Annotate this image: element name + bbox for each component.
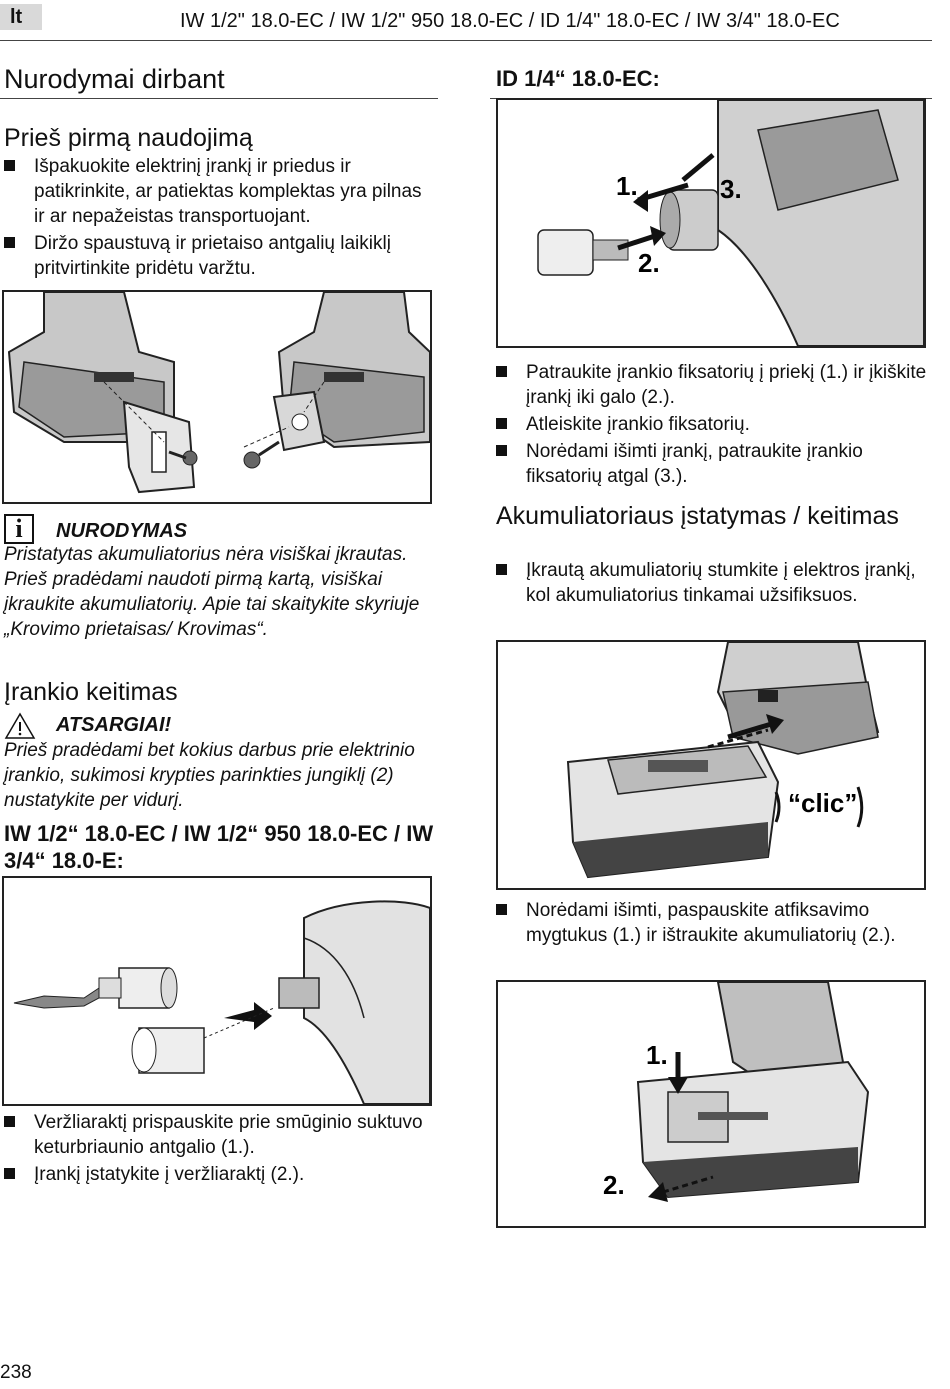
first-use-title: Prieš pirmą naudojimą: [4, 124, 253, 152]
list-item: Įrankį įstatykite į veržliaraktį (2.).: [4, 1162, 434, 1187]
bullet-square-icon: [496, 904, 507, 915]
bullet-square-icon: [496, 445, 507, 456]
language-tag: lt: [0, 4, 42, 30]
iw-list: [4, 1110, 434, 1189]
models-header: IW 1/2" 18.0-EC / IW 1/2" 950 18.0-EC / ID 1/4" 18.0-EC / IW 3/4" 18.0-EC: [180, 10, 840, 32]
list-item: Patraukite įrankio fiksatorių į priekį (1.) ir įkiškite įrankį iki galo (2.).: [496, 360, 932, 410]
remove-label-2: 2.: [603, 1170, 625, 1200]
list-item: Išpakuokite elektrinį įrankį ir priedus ir patikrinkite, ar patiektas komplektas yra pilnas ir ar nepažeistas transportuojant.: [4, 154, 434, 229]
id-heading: ID 1/4“ 18.0-EC:: [496, 66, 660, 91]
impact-wrench-figure: [2, 876, 432, 1106]
bullet-square-icon: [496, 564, 507, 575]
fig-label-1: 1.: [616, 171, 638, 201]
battery-list: [496, 558, 932, 610]
tool-change-title: Įrankio keitimas: [4, 678, 178, 706]
bit-insert-figure: [496, 98, 926, 348]
belt-clip-figure: [2, 290, 432, 504]
bullet-square-icon: [4, 1168, 15, 1179]
info-icon: i: [4, 514, 34, 544]
list-item: Įkrautą akumuliatorių stumkite į elektros įrankį, kol akumuliatorius tinkamai užsifiksuos.: [496, 558, 932, 608]
warning-text: Prieš pradėdami bet kokius darbus prie elektrinio įrankio, sukimosi krypties parinkties jungiklį (2) nustatykite per vidurį.: [4, 740, 415, 811]
bullet-square-icon: [496, 366, 507, 377]
id-list: [496, 360, 932, 491]
battery-insert-figure: [496, 640, 926, 890]
header-divider: [0, 40, 932, 41]
battery-title: Akumuliatoriaus įstatymas / keitimas: [496, 502, 899, 530]
list-item: Atleiskite įrankio fiksatorių.: [496, 412, 932, 437]
warning-title: ATSARGIAI!: [56, 714, 172, 736]
list-item: Veržliaraktį prispauskite prie smūginio suktuvo keturbriaunio antgalio (1.).: [4, 1110, 434, 1160]
remove-label-1: 1.: [646, 1040, 668, 1070]
fig-label-2: 2.: [638, 248, 660, 278]
bullet-square-icon: [496, 418, 507, 429]
list-item: Norėdami išimti, paspauskite atfiksavimo mygtukus (1.) ir ištraukite akumuliatorių (2.).: [496, 898, 932, 948]
click-label: “clic”: [788, 788, 858, 818]
bullet-square-icon: [4, 160, 15, 171]
battery-remove-list: [496, 898, 932, 950]
page-number: 238: [0, 1362, 32, 1383]
iw-heading: IW 1/2“ 18.0-EC / IW 1/2“ 950 18.0-EC / IW 3/4“ 18.0-E:: [4, 821, 434, 873]
fig-label-3: 3.: [720, 174, 742, 204]
first-use-list: [4, 154, 434, 283]
list-item: Norėdami išimti įrankį, patraukite įrankio fiksatorių atgal (3.).: [496, 439, 932, 489]
note-text: Pristatytas akumuliatorius nėra visiškai įkrautas. Prieš pradėdami naudoti pirmą kartą, visiškai įkraukite akumuliatorių. Apie tai skaitykite skyriuje „Krovimo prietaisas/ Krovimas“.: [4, 544, 420, 640]
bullet-square-icon: [4, 1116, 15, 1127]
list-item: Diržo spaustuvą ir prietaiso antgalių laikiklį pritvirtinkite pridėtu varžtu.: [4, 231, 434, 281]
section-divider: [0, 98, 438, 99]
battery-remove-figure: [496, 980, 926, 1228]
note-title: NURODYMAS: [56, 520, 188, 542]
bullet-square-icon: [4, 237, 15, 248]
section-title: Nurodymai dirbant: [4, 64, 225, 94]
